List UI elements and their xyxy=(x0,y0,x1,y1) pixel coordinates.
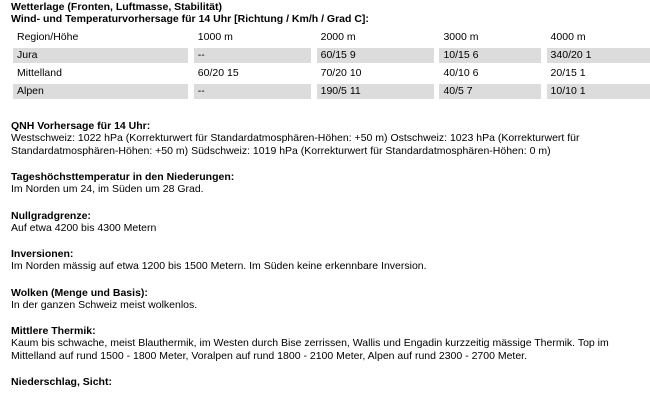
qnh-body: Westschweiz: 1022 hPa (Korrekturwert für Standardatmosphären-Höhen: +50 m) Ostschweiz: 1023 hPa (Korrekturwert für Standardatmosphären-Höhen: +50 m) Südschweiz: 1019 hPa (Korrekturwert für Standardatmosphären-Höhen: 0 m) xyxy=(11,132,580,157)
max-temperature-body: Im Norden um 24, im Süden um 28 Grad. xyxy=(11,183,204,195)
clouds-title: Wolken (Menge und Basis): xyxy=(11,286,148,299)
table-header-row xyxy=(13,30,650,45)
table-row xyxy=(13,66,650,81)
column-header-2000m: 2000 m xyxy=(317,30,434,45)
max-temperature-section xyxy=(11,171,650,196)
column-header-region: Region/Höhe xyxy=(13,30,188,45)
thermals-body: Kaum bis schwache, meist Blauthermik, im Westen durch Bise zerrissen, Wallis und Engadin kurzzeitig mässige Thermik. Top im Mittelland auf rund 1500 - 1800 Meter, Voralpen auf rund 1800 - 2100 Meter, Alpen auf rund 2300 - 2700 Meter. xyxy=(11,337,609,362)
value-cell: -- xyxy=(194,84,311,99)
value-cell: 40/10 6 xyxy=(439,66,540,81)
freezing-level-section xyxy=(11,210,650,235)
value-cell: 20/15 1 xyxy=(547,66,650,81)
value-cell: 10/10 1 xyxy=(547,84,650,99)
freezing-level-body: Auf etwa 4200 bis 4300 Metern xyxy=(11,221,157,234)
region-cell: Alpen xyxy=(13,84,188,99)
precipitation-section xyxy=(11,376,650,388)
value-cell: 60/15 9 xyxy=(317,48,434,63)
value-cell: 40/5 7 xyxy=(439,84,540,99)
inversions-title: Inversionen: xyxy=(11,248,74,260)
thermals-section xyxy=(11,325,650,362)
column-header-3000m: 3000 m xyxy=(439,30,540,45)
value-cell: 60/20 15 xyxy=(194,66,311,81)
region-cell: Jura xyxy=(13,48,188,63)
clouds-body: In der ganzen Schweiz meist wolkenlos. xyxy=(11,298,198,311)
column-header-4000m: 4000 m xyxy=(547,30,650,45)
table-row xyxy=(13,48,650,63)
clouds-section xyxy=(11,287,650,312)
value-cell: 340/20 1 xyxy=(547,48,650,63)
thermals-title: Mittlere Thermik: xyxy=(11,325,96,337)
value-cell: 70/20 10 xyxy=(317,66,434,81)
wind-temp-forecast-heading: Wind- und Temperaturvorhersage für 14 Uhr [Richtung / Km/h / Grad C]: xyxy=(11,13,369,25)
inversions-section xyxy=(11,248,650,273)
qnh-section xyxy=(11,120,650,157)
inversions-body: Im Norden mässig auf etwa 1200 bis 1500 Metern. Im Süden keine erkennbare Inversion. xyxy=(11,260,427,272)
wind-temperature-table xyxy=(13,27,650,102)
value-cell: 190/5 11 xyxy=(317,84,434,99)
region-cell: Mittelland xyxy=(13,66,188,81)
freezing-level-title: Nullgradgrenze: xyxy=(11,209,91,222)
value-cell: 10/15 6 xyxy=(439,48,540,63)
max-temperature-title: Tageshöchsttemperatur in den Niederungen: xyxy=(11,171,235,183)
value-cell: -- xyxy=(194,48,311,63)
table-row xyxy=(13,84,650,99)
precipitation-title: Niederschlag, Sicht: xyxy=(11,376,112,388)
column-header-1000m: 1000 m xyxy=(194,30,311,45)
weather-situation-heading: Wetterlage (Fronten, Luftmasse, Stabilität) xyxy=(11,1,222,13)
qnh-title: QNH Vorhersage für 14 Uhr: xyxy=(11,120,151,132)
